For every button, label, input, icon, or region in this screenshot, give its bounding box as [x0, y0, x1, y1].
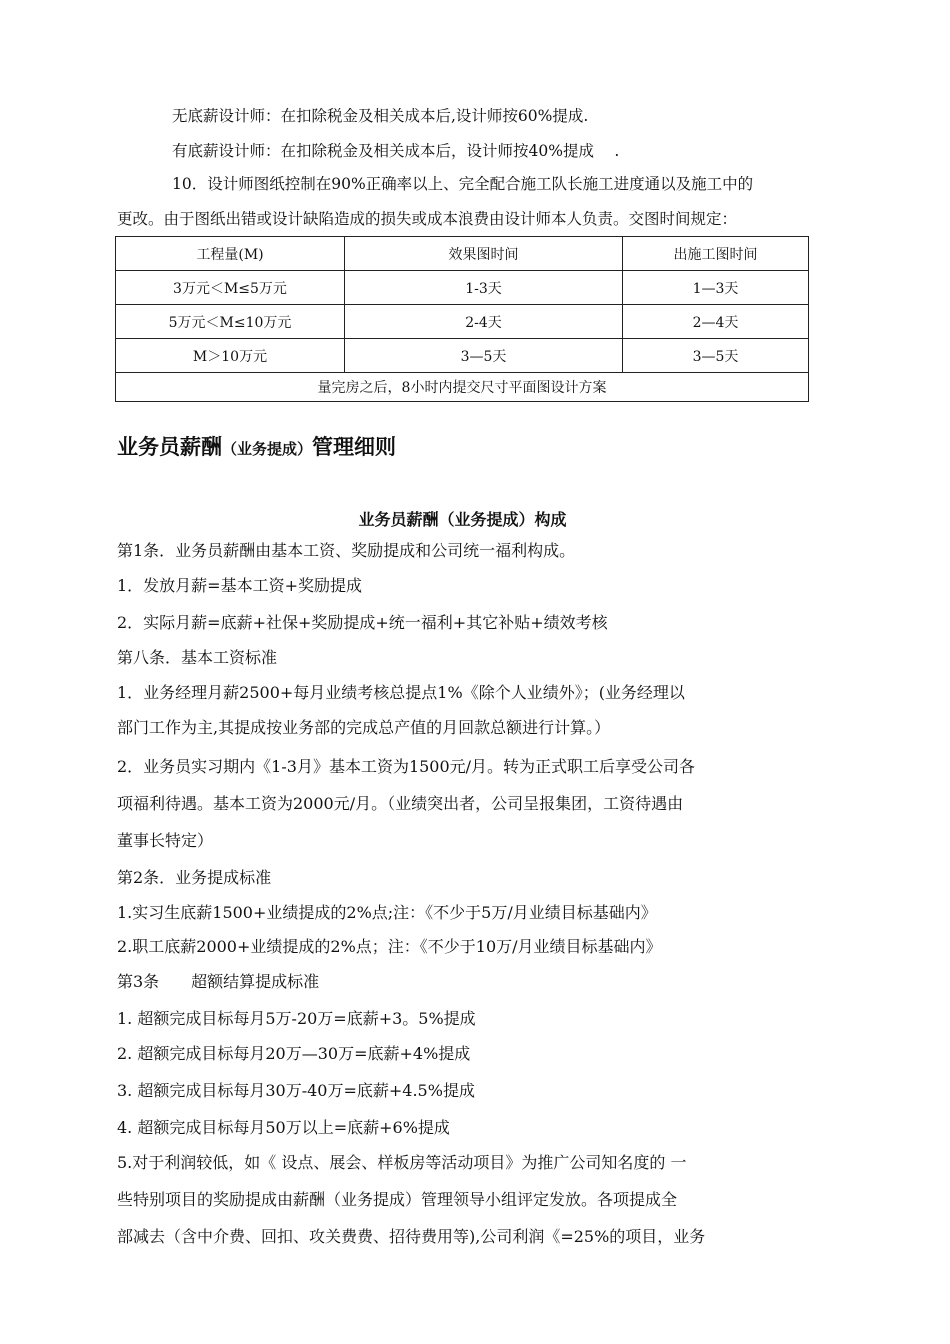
- paragraph-drawing-control-cont: 更改。由于图纸出错或设计缺陷造成的损失或成本浪费由设计师本人负责。交图时间规定：: [117, 210, 738, 228]
- heading-text: 业务员薪酬: [117, 435, 222, 459]
- table-header-cell: 工程量(M): [116, 237, 345, 271]
- body-line: 第2条．业务提成标准: [117, 868, 272, 887]
- table-cell: 1—3天: [623, 271, 809, 305]
- table-row: [116, 339, 809, 373]
- table-row: [116, 305, 809, 339]
- body-line: 项福利待遇。基本工资为2000元/月。（业绩突出者，公司呈报集团，工资待遇由: [117, 794, 684, 813]
- body-line: 些特别项目的奖励提成由薪酬（业务提成）管理领导小组评定发放。各项提成全: [117, 1190, 678, 1209]
- table-footer-row: [116, 373, 809, 402]
- body-line: 5.对于利润较低，如《 设点、展会、样板房等活动项目》为推广公司知名度的 一: [117, 1153, 687, 1172]
- body-line: 2．业务员实习期内《1-3月》基本工资为1500元/月。转为正式职工后享受公司各: [117, 757, 696, 776]
- heading-text: 管理细则: [312, 435, 397, 459]
- body-line: 1. 超额完成目标每月5万-20万=底薪+3。5%提成: [117, 1009, 476, 1028]
- table-header-row: [116, 237, 809, 271]
- table-cell: 2-4天: [345, 305, 623, 339]
- table-cell: 3万元＜M≤5万元: [116, 271, 345, 305]
- table-footer-cell: 量完房之后，8小时内提交尺寸平面图设计方案: [116, 373, 809, 402]
- table-cell: 3—5天: [623, 339, 809, 373]
- table-cell: 1-3天: [345, 271, 623, 305]
- table-header-cell: 效果图时间: [345, 237, 623, 271]
- paragraph-drawing-control: 10．设计师图纸控制在90%正确率以上、完全配合施工队长施工进度通以及施工中的: [172, 175, 754, 193]
- table-cell: 3—5天: [345, 339, 623, 373]
- table-cell: M＞10万元: [116, 339, 345, 373]
- delivery-time-table: [115, 236, 809, 402]
- body-line: 1.实习生底薪1500+业绩提成的2%点;注：《不少于5万/月业绩目标基础内》: [117, 903, 657, 922]
- section-heading: [117, 431, 396, 461]
- table-header-cell: 出施工图时间: [623, 237, 809, 271]
- paragraph-no-base-salary-designer: 无底薪设计师：在扣除税金及相关成本后,设计师按60%提成.: [172, 107, 589, 125]
- table-cell: 5万元＜M≤10万元: [116, 305, 345, 339]
- body-line: 2. 超额完成目标每月20万—30万=底薪+4%提成: [117, 1044, 471, 1063]
- body-line: 1．业务经理月薪2500+每月业绩考核总提点1%《除个人业绩外》；(业务经理以: [117, 683, 685, 702]
- body-line: 第3条 超额结算提成标准: [117, 972, 320, 991]
- body-line: 4. 超额完成目标每月50万以上=底薪+6%提成: [117, 1118, 450, 1137]
- body-line: 部减去（含中介费、回扣、攻关费费、招待费用等),公司利润《=25%的项目，业务: [117, 1227, 706, 1246]
- body-line: 第八条．基本工资标准: [117, 648, 278, 667]
- paragraph-base-salary-designer: 有底薪设计师：在扣除税金及相关成本后，设计师按40%提成 .: [172, 142, 620, 160]
- table-cell: 2—4天: [623, 305, 809, 339]
- body-line: 部门工作为主,其提成按业务部的完成总产值的月回款总额进行计算。）: [117, 718, 611, 737]
- body-line: 2．实际月薪=底薪+社保+奖励提成+统一福利+其它补贴+绩效考核: [117, 613, 608, 632]
- heading-small-text: （业务提成）: [222, 440, 313, 458]
- table-row: [116, 271, 809, 305]
- body-line: 董事长特定）: [117, 831, 214, 850]
- body-line: 3. 超额完成目标每月30万-40万=底薪+4.5%提成: [117, 1081, 475, 1100]
- body-line: 第1条．业务员薪酬由基本工资、奖励提成和公司统一福利构成。: [117, 541, 576, 560]
- subsection-heading: 业务员薪酬（业务提成）构成: [358, 510, 567, 529]
- body-line: 2.职工底薪2000+业绩提成的2%点；注：《不少于10万/月业绩目标基础内》: [117, 937, 662, 956]
- body-line: 1．发放月薪=基本工资+奖励提成: [117, 576, 362, 595]
